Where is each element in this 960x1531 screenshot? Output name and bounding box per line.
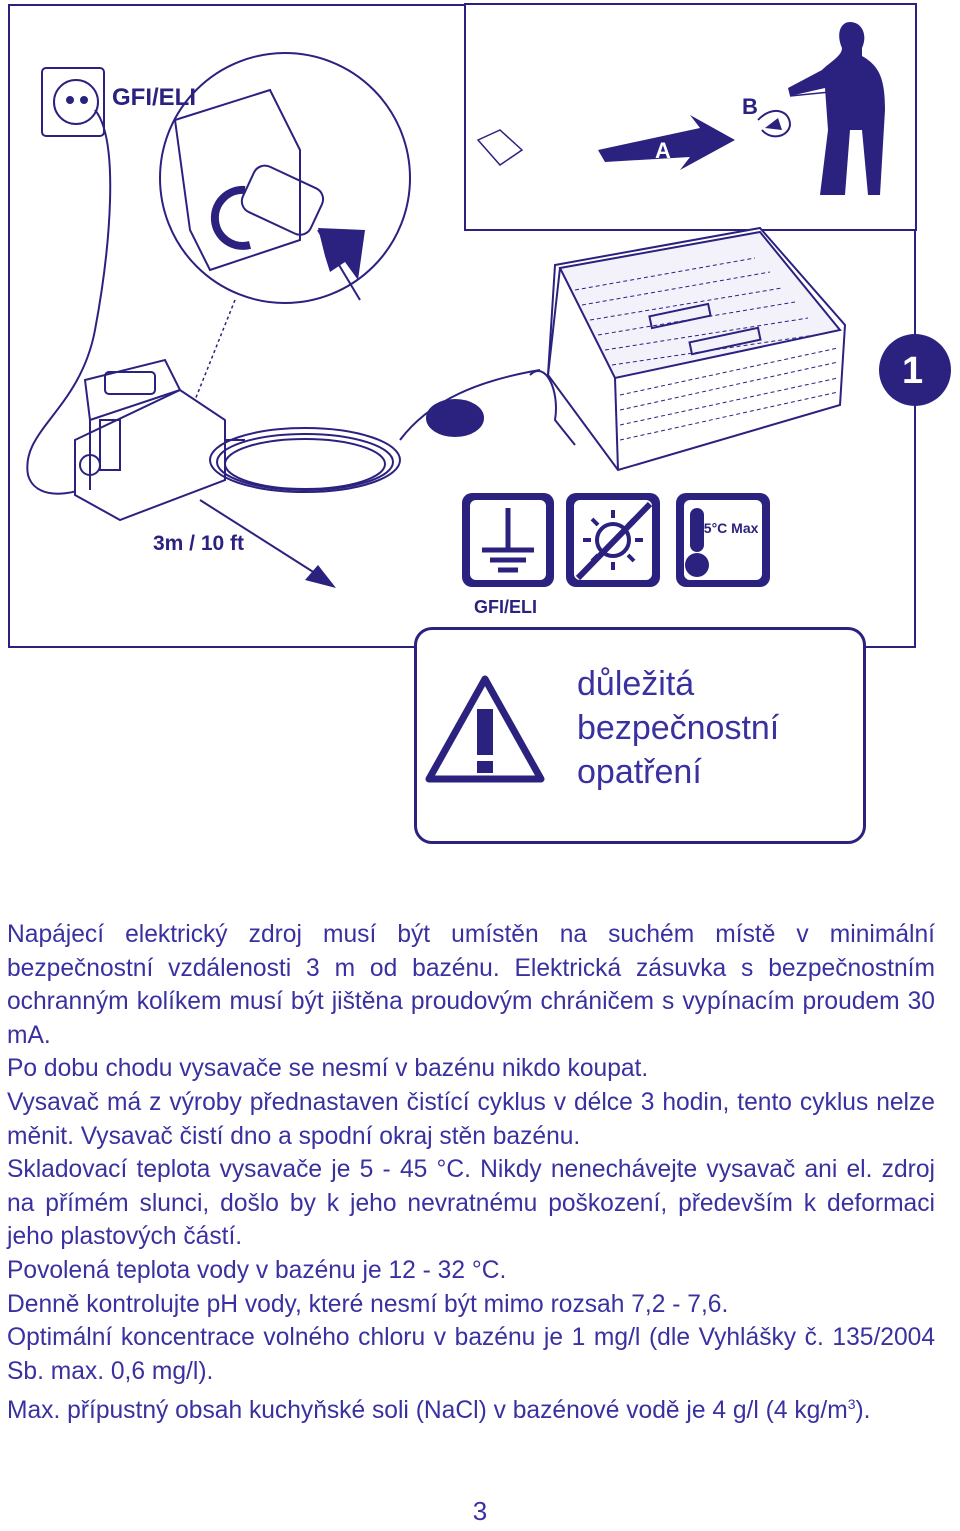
paragraph-chlorine: Optimální koncentrace volného chloru v bazénu je 1 mg/l (dle Vyhlášky č. 135/2004 Sb. max. 0,6 mg/l). bbox=[7, 1324, 935, 1385]
power-supply-unit bbox=[75, 360, 225, 520]
paragraph-power-supply: Napájecí elektrický zdroj musí být umístěn na suchém místě v minimální bezpečnostní vzdálenosti 3 m od bazénu. Elektrická zásuvka s bezpečnostním ochranným kolíkem musí být jištěna proudovým chráničem s vypínacím proudem 30 mA. bbox=[7, 921, 935, 1049]
ground-icon bbox=[462, 493, 554, 587]
arrow-a-label: A bbox=[655, 138, 671, 163]
safety-warning-box bbox=[414, 627, 866, 844]
paragraph-cleaning-cycle: Vysavač má z výroby přednastaven čistící cyklus v délce 3 hodin, tento cyklus nelze měnit. Vysavač čistí dno a spodní okraj stěn bazénu. bbox=[7, 1088, 935, 1150]
paragraph-salt bbox=[7, 1388, 935, 1428]
gfi-label: GFI/ELI bbox=[112, 84, 196, 111]
salt-text: Max. přípustný obsah kuchyňské soli (NaCl) v bazénové vodě je 4 g/l (4 kg/m bbox=[7, 1397, 848, 1425]
ground-icon-label: GFI/ELI bbox=[474, 597, 537, 617]
no-sun-icon bbox=[566, 493, 660, 587]
warning-title-line: důležitá bbox=[577, 665, 695, 703]
distance-label: 3m / 10 ft bbox=[153, 532, 245, 555]
warning-title-line: opatření bbox=[577, 753, 702, 791]
paragraph-water-temperature: Povolená teplota vody v bazénu je 12 - 32 °C. bbox=[7, 1256, 507, 1284]
paragraph-no-swimming: Po dobu chodu vysavače se nesmí v bazénu nikdo koupat. bbox=[7, 1055, 649, 1083]
page-number: 3 bbox=[472, 1496, 488, 1526]
salt-text-end: ). bbox=[855, 1397, 871, 1425]
floating-cable-coil bbox=[210, 370, 540, 492]
inset-scene bbox=[465, 4, 916, 230]
step-number: 1 bbox=[902, 350, 924, 392]
warning-triangle-icon bbox=[425, 675, 545, 785]
arrow-b-label: B bbox=[742, 94, 758, 119]
plug-detail-circle bbox=[160, 53, 410, 303]
warning-title-line: bezpečnostní bbox=[577, 709, 780, 747]
warning-title bbox=[577, 662, 779, 794]
superscript: 3 bbox=[847, 1396, 856, 1413]
paragraph-ph: Denně kontrolujte pH vody, které nesmí být mimo rozsah 7,2 - 7,6. bbox=[7, 1290, 729, 1318]
safety-instructions bbox=[7, 918, 935, 1428]
thermometer-icon bbox=[676, 493, 770, 587]
temp-icon-label: 45°C Max bbox=[696, 520, 759, 536]
wall-socket-icon bbox=[42, 68, 104, 136]
paragraph-storage-temperature: Skladovací teplota vysavače je 5 - 45 °C. Nikdy nenechávejte vysavač ani el. zdroj na přímém slunci, došlo by k jeho nevratnému poškození, především k deformaci jeho plastových částí. bbox=[7, 1156, 935, 1251]
pool-robot bbox=[530, 228, 845, 470]
